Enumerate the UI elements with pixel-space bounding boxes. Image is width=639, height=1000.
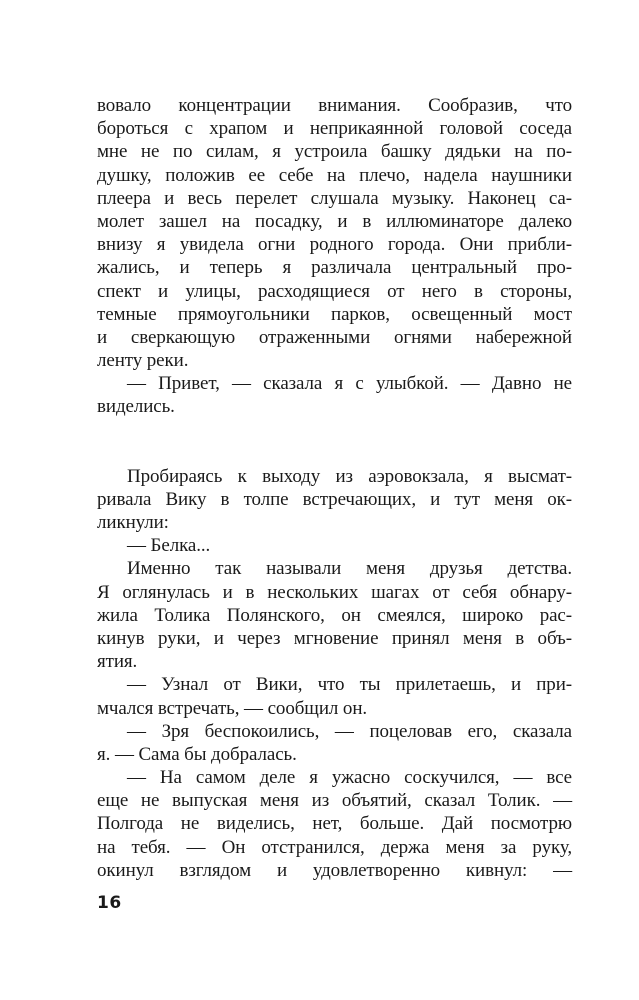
text-line: мне не по силам, я устроила башку дядьки на по- [97,141,572,163]
page-number: 16 [97,893,122,913]
text-line: Полгода не виделись, нет, больше. Дай посмотрю [97,813,572,835]
text-line: Пробираясь к выходу из аэровокзала, я высмат- [127,465,572,487]
text-line: ликнули: [97,512,169,533]
text-line: спект и улицы, расходящиеся от него в стороны, [97,280,572,302]
text-line: кинув руки, и через мгновение принял меня в объ- [97,627,572,649]
body-text [97,94,572,882]
text-line: и сверкающую отраженными огнями набережной [97,326,572,348]
text-line: — На самом деле я ужасно соскучился, — все [127,767,572,789]
text-line: ленту реки. [97,350,189,372]
text-line: бороться с храпом и неприкаянной головой соседа [97,118,572,140]
text-line: еще не выпуская меня из объятий, сказал Толик. — [97,790,572,812]
text-line: молет зашел на посадку, и в иллюминаторе далеко [97,210,572,232]
text-line: — Узнал от Вики, что ты прилетаешь, и при- [127,674,572,696]
text-line: жались, и теперь я различала центральный про- [97,257,572,279]
text-line: душку, положив ее себе на плечо, надела наушники [97,164,572,186]
text-line: вовало концентрации внимания. Сообразив, что [97,95,572,116]
text-line: на тебя. — Он отстранился, держа меня за руку, [97,836,572,858]
text-line: ятия. [97,651,138,673]
text-line: Я оглянулась и в нескольких шагах от себя обнару- [97,581,572,603]
section-break [97,419,572,465]
text-line: — Белка... [127,535,211,557]
text-line: мчался встречать, — сообщил он. [97,697,368,719]
text-line: внизу я увидела огни родного города. Они прибли- [97,234,572,256]
text-line: я. — Сама бы добралась. [97,743,297,765]
text-line: — Зря беспокоились, — поцеловав его, сказала [127,720,572,742]
text-line: Именно так называли меня друзья детства. [127,558,572,580]
text-line: — Привет, — сказала я с улыбкой. — Давно не [127,373,572,395]
text-line: плеера и весь перелет слушала музыку. Наконец са- [97,187,572,209]
text-line: ривала Вику в толпе встречающих, и тут меня ок- [97,488,572,510]
text-line: виделись. [97,396,175,418]
text-line: окинул взглядом и удовлетворенно кивнул: — [97,859,572,881]
text-line: жила Толика Полянского, он смеялся, широко рас- [97,604,572,626]
text-line: темные прямоугольники парков, освещенный мост [97,303,572,325]
